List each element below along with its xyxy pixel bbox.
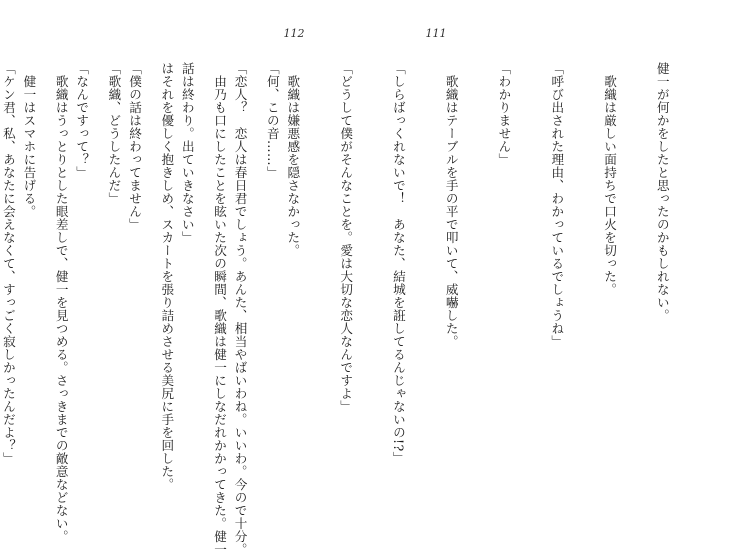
text-line: 「僕の話は終わってません」 (127, 62, 142, 231)
text-line: 健一はスマホに告げる。 (21, 62, 37, 218)
page-number: 112 (283, 27, 305, 40)
text-line: 歌織はうっとりとした眼差しで、健一を見つめる。さっきまでの敵意などない。 (53, 62, 69, 543)
text-line: 「歌織、どうしたんだ」 (106, 62, 122, 205)
text-line: 「恋人？ 恋人は春日君でしょう。あんた、相当やばいわね。いいわ。今ので十分。 (232, 62, 248, 556)
text-line: はそれを優しく抱きしめ、スカートを張り詰めさせる美尻に手を回した。 (159, 62, 175, 491)
text-line: 健一が何かをしたと思ったのかもしれない。 (654, 62, 670, 322)
text-line: 「しらばっくれないで！ あなた、結城を誑してるんじゃないの!?」 (390, 62, 406, 465)
text-line: 「ケン君、私、あなたに会えなくて、すっごく寂しかったんだよ？」 (0, 62, 16, 465)
text-line: 歌織はテーブルを手の平で叩いて、威嚇した。 (443, 62, 459, 348)
text-line: 話は終わり。出ていきなさい」 (179, 62, 195, 244)
text-line: 「呼び出された理由、わかっているでしょうね」 (549, 62, 565, 348)
text-line: 「何、この音……」 (264, 62, 280, 179)
page-number: 111 (425, 27, 447, 40)
text-line: 歌織は嫌悪感を隠さなかった。 (285, 62, 301, 257)
text-line: 歌織は厳しい面持ちで口火を切った。 (602, 62, 618, 296)
text-line: 由乃も口にしたことを眩いた次の瞬間、歌織は健一にしなだれかかってきた。健一 (212, 62, 228, 556)
text-line: 「どうして僕がそんなことを。愛は大切な恋人なんですよ」 (338, 62, 354, 413)
text-line: 「なんですって？」 (74, 62, 90, 179)
text-line: 「わかりません」 (496, 62, 512, 166)
